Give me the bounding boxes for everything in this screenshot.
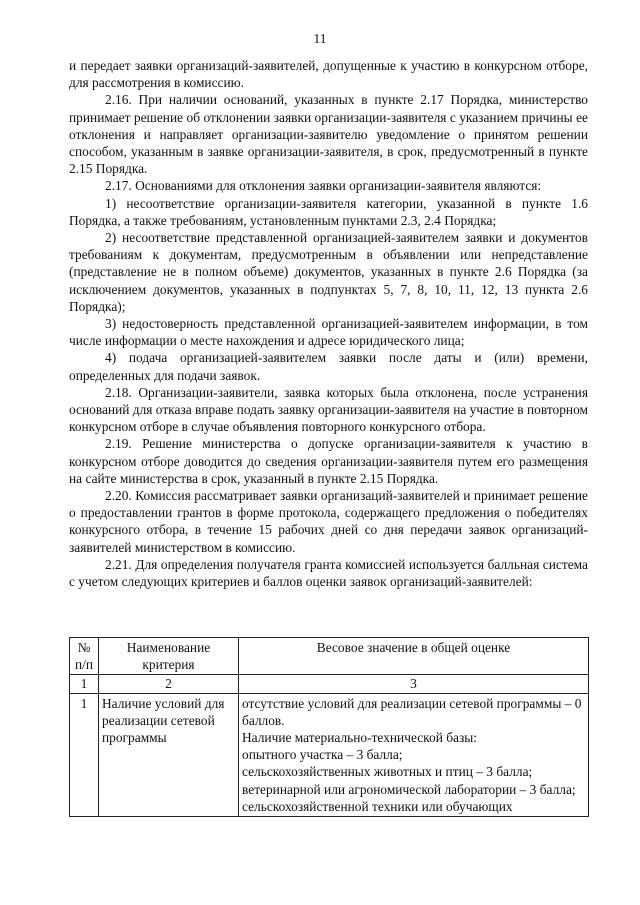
column-number: 1 [70,675,99,693]
paragraph: 4) подача организацией-заявителем заявки после даты и (или) времени, определенных для подачи заявок. [69,350,588,383]
weight-line: отсутствие условий для реализации сетевой программы – 0 баллов. [242,695,582,728]
table-header-row [70,638,589,675]
paragraph: 2) несоответствие представленной организацией-заявителем заявки и документов требованиям к документам, предусмотренным в объявлении или непредставление (представление не в полном объеме) документов, указанных в пункте 2.6 Порядка (за исключением документов, указанных в подпунктах 5, 7, 8, 10, 11, 12, 13 пункта 2.6 Порядка); [69,230,588,314]
criteria-table [69,637,589,817]
paragraph: 3) недостоверность представленной организацией-заявителем информации, в том числе информации о месте нахождения и адресе юридического лица; [69,316,588,349]
column-number: 3 [239,675,589,693]
weight-line: ветеринарной или агрономической лаборатории – 3 балла; [242,781,576,797]
header-criterion: Наименование критерия [99,638,239,675]
weight-line: опытного участка – 3 балла; [242,747,403,763]
paragraph: 2.17. Основаниями для отклонения заявки организации-заявителя являются: [105,178,542,194]
row-criterion: Наличие условий для реализации сетевой программы [99,693,239,816]
weight-line: Наличие материально-технической базы: [242,730,477,746]
paragraph: 2.20. Комиссия рассматривает заявки организаций-заявителей и принимает решение о предоставлении грантов в форме протокола, содержащего предложения о победителях конкурсного отбора, в течение 15 рабочих дней со дня передачи заявок организаций-заявителей министерством в комиссию. [69,488,588,555]
column-number: 2 [99,675,239,693]
weight-line: сельскохозяйственных животных и птиц – 3 балла; [242,764,533,780]
table-row [70,693,589,816]
paragraph: 2.21. Для определения получателя гранта комиссией используется балльная система с учетом следующих критериев и баллов оценки заявок организаций-заявителей: [69,556,588,590]
row-number: 1 [70,693,99,816]
weight-line: сельскохозяйственной техники или обучающих [242,798,513,814]
paragraph: и передает заявки организаций-заявителей, допущенные к участию в конкурсном отборе, для рассмотрения в комиссию. [69,58,588,91]
header-number: № п/п [70,638,99,675]
paragraph: 2.18. Организации-заявители, заявка которых была отклонена, после устранения оснований для отказа вправе подать заявку организации-заявителя на участие в повторном конкурсном отборе в случае объявления повторного конкурсного отбора. [69,384,588,435]
body-text [69,57,588,590]
page-number: 11 [313,31,327,46]
paragraph: 2.16. При наличии оснований, указанных в пункте 2.17 Порядка, министерство принимает решение об отклонении заявки организации-заявителя с указанием причины ее отклонения и направляет организации-заявителю уведомление о принятом решении способом, указанным в заявке организации-заявителя, в срок, предусмотренный в пункте 2.15 Порядка. [69,92,588,177]
paragraph: 2.19. Решение министерства о допуске организации-заявителя к участию в конкурсном отборе доводится до сведения организации-заявителя путем его размещения на сайте министерства в срок, указанный в пункте 2.15 Порядка. [69,436,588,486]
paragraph: 1) несоответствие организации-заявителя категории, указанной в пункте 1.6 Порядка, а также требованиям, установленным пунктами 2.3, 2.4 Порядка; [69,195,588,228]
row-weight [239,693,589,816]
header-weight: Весовое значение в общей оценке [239,638,589,675]
table-column-numbers-row [70,675,589,693]
